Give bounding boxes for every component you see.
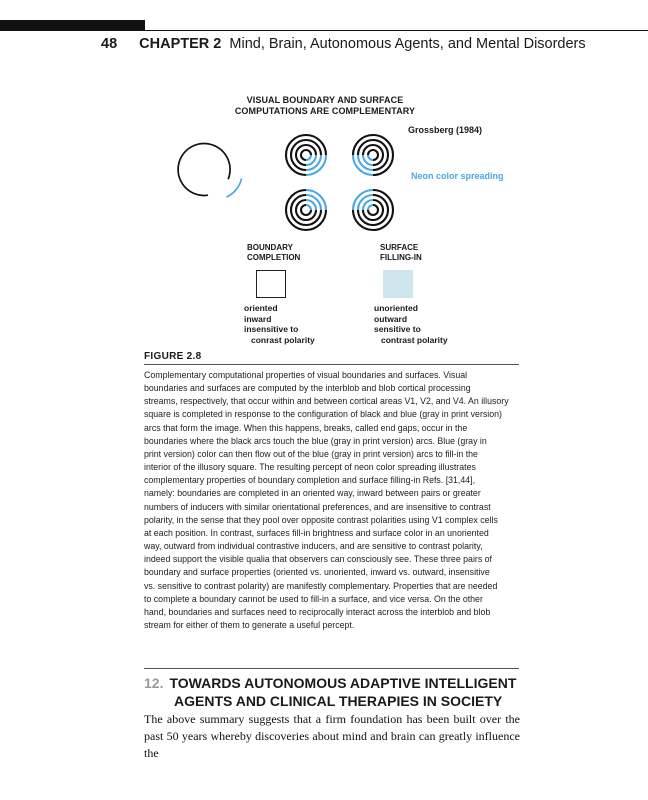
caption-line: boundaries where the black arcs touch the blue (gray in print version) arcs. Blue (gray in [144, 435, 487, 446]
surface-prop: sensitive to [374, 324, 421, 334]
caption-line: stream for either of them to generate a useful percept. [144, 619, 355, 630]
surface-prop: unoriented [374, 303, 418, 313]
caption-line: interior of the illusory square. The resulting percept of neon color spreading illustrates [144, 462, 476, 473]
caption-line: print version) color can then flow out of the blue (gray in print version) arcs to fill-in the [144, 448, 478, 459]
figure-caption [144, 369, 520, 632]
boundary-properties [244, 303, 315, 345]
caption-line: indeed support the visible qualia that observers can consciously see. These three pairs of [144, 554, 493, 565]
caption-line: numbers of inducers with similar orientational preferences, and are insensitive to contrast [144, 501, 491, 512]
caption-line: way, outward from individual contrastive inducers, and are sensitive to contrast polarity, [144, 541, 483, 552]
chapter-title: Mind, Brain, Autonomous Agents, and Mental Disorders [229, 36, 586, 52]
caption-line: square is completed in response to the configuration of black and blue (gray in print version) [144, 409, 502, 420]
figure-title-line-1: VISUAL BOUNDARY AND SURFACE [246, 95, 404, 105]
caption-line: boundaries and surfaces are computed by the interblob and blob cortical processing [144, 383, 471, 394]
boundary-completion-label [247, 243, 307, 263]
caption-line: complementary properties of boundary completion and surface filling-in Refs. [31,44], [144, 475, 476, 486]
surface-prop: contrast polarity [381, 334, 448, 345]
inducer-blue-arc [306, 205, 311, 210]
surface-label-line-1: SURFACE [380, 243, 419, 252]
surface-label-line-2: FILLING-IN [380, 253, 422, 262]
section-title-line-1: TOWARDS AUTONOMOUS ADAPTIVE INTELLIGENT [169, 675, 517, 691]
single-black-arc [178, 143, 230, 195]
page-number: 48 [101, 36, 118, 52]
caption-line: arcs that form the image. When this happens, breaks, called end gaps, occur in the [144, 422, 468, 433]
surface-properties [374, 303, 448, 345]
single-blue-arc [226, 179, 241, 198]
neon-color-label: Neon color spreading [411, 171, 504, 181]
caption-line: streams, respectively, that occur within and between cortical areas V1, V2, and V4. An illusory [144, 396, 509, 407]
chapter-label: CHAPTER 2 [139, 36, 222, 52]
boundary-prop: conrast polarity [251, 334, 315, 345]
figure-citation: Grossberg (1984) [408, 125, 483, 135]
caption-line: Complementary computational properties of visual boundaries and surfaces. Visual [144, 370, 468, 380]
section-heading [144, 674, 524, 710]
inducer-blue-arc [368, 205, 373, 210]
inducer-blue-arc [368, 155, 373, 160]
surface-square [383, 270, 413, 298]
boundary-label-line-1: BOUNDARY [247, 243, 293, 252]
figure-number: FIGURE 2.8 [144, 351, 202, 362]
figure-title-line-2: COMPUTATIONS ARE COMPLEMENTARY [234, 106, 416, 116]
boundary-prop: insensitive to [244, 324, 299, 334]
caption-line: namely: boundaries are completed in an oriented way, inward between pairs or greater [144, 488, 481, 499]
boundary-prop: oriented [244, 303, 278, 313]
caption-line: to complete a boundary cannot be used to fill-in a surface, and vice versa. On the other [144, 593, 483, 604]
boundary-prop: inward [244, 313, 272, 324]
section-number: 12. [144, 675, 164, 691]
neon-inducer-array [286, 135, 393, 230]
surface-filling-label [380, 243, 440, 263]
boundary-square [256, 270, 286, 298]
body-paragraph: The above summary suggests that a firm foundation has been built over the past 50 years whereby discoveries about mind and brain can greatly influence the [144, 712, 520, 760]
caption-line: hand, boundaries and surfaces need to reciprocally interact across the interblob and blob [144, 606, 491, 617]
caption-line: polarity, in the sense that they pool over opposite contrast polarities using V1 complex cells [144, 514, 498, 525]
caption-line: vs. sensitive to contrast polarity) are manifestly complementary. Properties that are needed [144, 580, 498, 591]
single-inducer-diagram [178, 143, 241, 197]
caption-line: boundary and surface properties (oriented vs. unoriented, inward vs. outward, insensitive [144, 567, 490, 578]
caption-bottom-rule [144, 668, 519, 669]
body-text [144, 711, 520, 762]
caption-line: at each position. In contrast, surfaces fill-in brightness and surface color in an unoriented [144, 527, 489, 538]
surface-prop: outward [374, 313, 408, 324]
caption-top-rule [144, 364, 519, 365]
section-title-line-2: AGENTS AND CLINICAL THERAPIES IN SOCIETY [174, 693, 503, 709]
boundary-label-line-2: COMPLETION [247, 253, 301, 262]
inducer-blue-arc [306, 155, 311, 160]
